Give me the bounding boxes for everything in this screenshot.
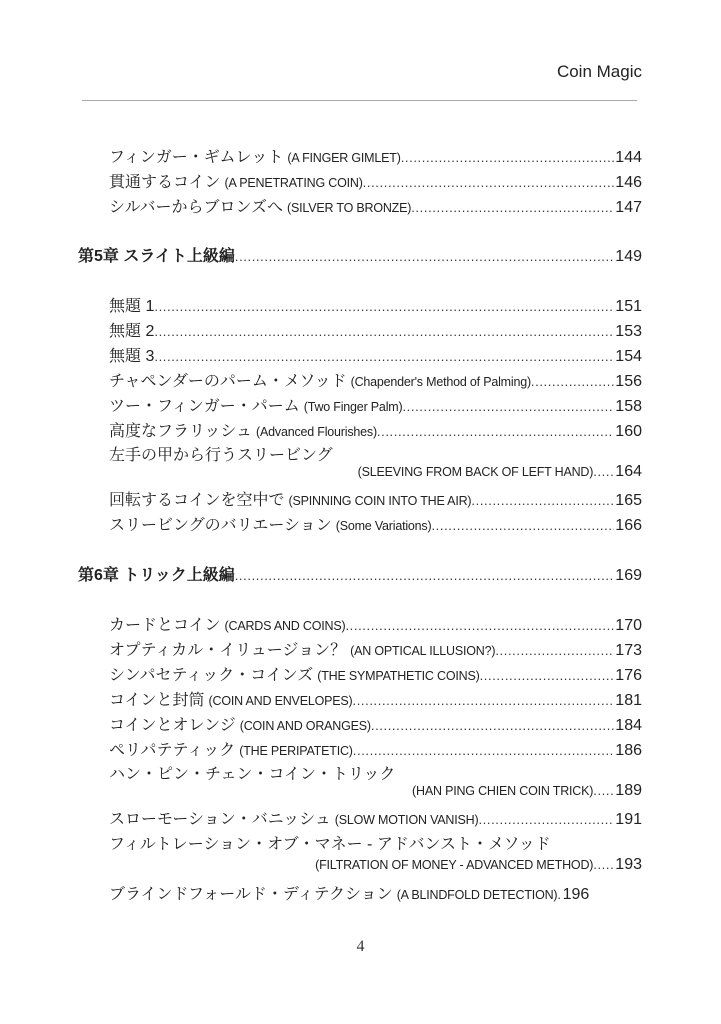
toc-entry-page: 189 <box>615 782 642 799</box>
toc-entry-title-jp: 無題 3 <box>109 348 155 365</box>
toc-entry-title-jp: 高度なフラリッシュ <box>109 423 253 440</box>
toc-entry-title-jp: 無題 2 <box>109 323 155 340</box>
toc-entry-page: 193 <box>615 856 642 873</box>
toc-entry[interactable] <box>109 393 642 416</box>
leader-dots <box>593 857 614 872</box>
toc-entry[interactable] <box>109 687 642 710</box>
toc-entry-title-jp: ペリパテティック <box>109 742 236 759</box>
toc-entry-page: 170 <box>615 617 642 634</box>
leader-dots <box>557 887 561 902</box>
leader-dots <box>154 349 614 364</box>
toc-entry-line1[interactable] <box>109 761 642 784</box>
toc-entry[interactable] <box>109 881 642 904</box>
toc-entry-line2[interactable] <box>109 463 642 481</box>
toc-entry[interactable] <box>109 343 642 366</box>
toc-entry-page: 156 <box>615 373 642 390</box>
toc-entry-title-en: (Some Variations) <box>335 519 432 533</box>
toc-entry-page: 147 <box>615 199 642 216</box>
toc-entry[interactable] <box>109 712 642 735</box>
toc-entry-title-en: (A PENETRATING COIN) <box>224 176 363 190</box>
toc-entry-title-jp: シルバーからブロンズへ <box>109 199 284 216</box>
toc-entry[interactable] <box>109 806 642 829</box>
leader-dots <box>402 399 614 414</box>
toc-entry-title-jp: 左手の甲から行うスリービング <box>109 447 333 464</box>
toc-entry-page: 191 <box>615 811 642 828</box>
page-number: 4 <box>356 938 365 955</box>
toc-entry-page: 144 <box>615 149 642 166</box>
toc-entry-page: 173 <box>615 642 642 659</box>
leader-dots <box>363 175 615 190</box>
chapter-page: 149 <box>615 248 642 265</box>
toc-entry-page: 184 <box>615 717 642 734</box>
toc-entry[interactable] <box>109 169 642 192</box>
leader-dots <box>471 493 614 508</box>
toc-entry-page: 165 <box>615 492 642 509</box>
leader-dots <box>531 374 614 389</box>
toc-entry-title-jp: コインと封筒 <box>109 692 205 709</box>
running-header-title: Coin Magic <box>556 62 642 81</box>
leader-dots <box>377 424 614 439</box>
toc-entry-title-jp: 貫通するコイン <box>109 174 221 191</box>
toc-entry-title-en: (COIN AND ORANGES) <box>239 719 371 733</box>
toc-entry-title-jp: フィンガー・ギムレット <box>109 149 284 166</box>
toc-entry-line1[interactable] <box>109 442 642 465</box>
toc-entry-title-en: (A BLINDFOLD DETECTION) <box>396 888 558 902</box>
toc-entry-title-jp: スリービングのバリエーション <box>109 517 332 534</box>
leader-dots <box>154 324 614 339</box>
toc-entry[interactable] <box>109 612 642 635</box>
toc-entry-title-jp: 回転するコインを空中で <box>109 492 285 509</box>
toc-entry[interactable] <box>109 737 642 760</box>
toc-entry-title-jp: フィルトレーション・オブ・マネー - アドバンスト・メソッド <box>109 836 551 853</box>
leader-dots <box>235 568 615 583</box>
leader-dots <box>478 812 614 827</box>
toc-entry-title-en: (Two Finger Palm) <box>303 400 403 414</box>
toc-entry-title-en: (Chapender's Method of Palming) <box>350 375 531 389</box>
leader-dots <box>154 299 614 314</box>
toc-entry[interactable] <box>109 194 642 217</box>
header-divider <box>82 100 637 101</box>
leader-dots <box>235 249 614 264</box>
toc-entry-page: 151 <box>615 298 642 315</box>
toc-entry-page: 196 <box>562 886 590 903</box>
toc-chapter-6[interactable] <box>78 562 642 585</box>
toc-entry-page: 166 <box>615 517 642 534</box>
toc-entry[interactable] <box>109 512 642 535</box>
toc-entry-title-jp: オプティカル・イリュージョン？ <box>109 642 347 659</box>
toc-entry[interactable] <box>109 318 642 341</box>
toc-entry-title-en: (HAN PING CHIEN COIN TRICK) <box>412 784 594 798</box>
toc-entry[interactable] <box>109 418 642 441</box>
toc-entry-title-en: (COIN AND ENVELOPES) <box>208 694 353 708</box>
leader-dots <box>593 464 614 479</box>
chapter-page: 169 <box>615 567 642 584</box>
toc-entry-page: 181 <box>615 692 642 709</box>
toc-entry-title-en: (SLEEVING FROM BACK OF LEFT HAND) <box>357 465 594 479</box>
toc-entry-title-en: (Advanced Flourishes) <box>256 425 377 439</box>
toc-entry-title-en: (SILVER TO BRONZE) <box>287 201 412 215</box>
toc-entry-title-en: (SPINNING COIN INTO THE AIR) <box>288 494 472 508</box>
toc-entry-title-jp: コインとオレンジ <box>109 717 236 734</box>
toc-entry-page: 186 <box>615 742 642 759</box>
leader-dots <box>431 518 614 533</box>
toc-entry[interactable] <box>109 293 642 316</box>
leader-dots <box>401 150 615 165</box>
toc-entry-line2[interactable] <box>109 856 642 874</box>
toc-entry-title-jp: ブラインドフォールド・ディテクション <box>109 886 393 903</box>
toc-entry[interactable] <box>109 487 642 510</box>
toc-entry-title-jp: ツー・フィンガー・パーム <box>109 398 300 415</box>
toc-entry-title-en: (A FINGER GIMLET) <box>287 151 401 165</box>
toc-entry[interactable] <box>109 368 642 391</box>
toc-entry-page: 154 <box>615 348 642 365</box>
leader-dots <box>411 200 614 215</box>
toc-entry-page: 153 <box>615 323 642 340</box>
leader-dots <box>495 643 614 658</box>
toc-entry-title-jp: 無題 1 <box>109 298 155 315</box>
toc-entry[interactable] <box>109 637 642 660</box>
toc-entry-title-en: (FILTRATION OF MONEY - ADVANCED METHOD) <box>315 858 594 872</box>
leader-dots <box>480 668 615 683</box>
leader-dots <box>371 718 614 733</box>
toc-entry-title-jp: カードとコイン <box>109 617 221 634</box>
toc-chapter-5[interactable] <box>78 243 642 266</box>
toc-entry-page: 146 <box>615 174 642 191</box>
toc-entry-page: 176 <box>615 667 642 684</box>
toc-entry-page: 160 <box>615 423 642 440</box>
toc-entry[interactable] <box>109 662 642 685</box>
toc-entry-title-en: (SLOW MOTION VANISH) <box>334 813 479 827</box>
toc-entry-title-jp: シンパセティック・コインズ <box>109 667 314 684</box>
toc-entry-page: 158 <box>615 398 642 415</box>
toc-entry-title-jp: ハン・ピン・チェン・コイン・トリック <box>109 766 396 783</box>
leader-dots <box>593 783 614 798</box>
toc-entry-line1[interactable] <box>109 831 642 854</box>
toc-entry[interactable] <box>109 144 642 167</box>
toc-entry-title-jp: チャペンダーのパーム・メソッド <box>109 373 347 390</box>
leader-dots <box>352 693 614 708</box>
toc-entry-line2[interactable] <box>109 782 642 800</box>
toc-entry-page: 164 <box>615 463 642 480</box>
toc-entry-title-en: (CARDS AND COINS) <box>224 619 346 633</box>
toc-entry-title-jp: スローモーション・バニッシュ <box>109 811 331 828</box>
toc-entry-title-en: (AN OPTICAL ILLUSION?) <box>350 644 496 658</box>
chapter-title: 第6章 トリック上級編 <box>78 567 235 584</box>
chapter-title: 第5章 スライト上級編 <box>78 248 235 265</box>
leader-dots <box>345 618 614 633</box>
leader-dots <box>353 743 615 758</box>
toc-entry-title-en: (THE PERIPATETIC) <box>239 744 353 758</box>
toc-entry-title-en: (THE SYMPATHETIC COINS) <box>317 669 480 683</box>
